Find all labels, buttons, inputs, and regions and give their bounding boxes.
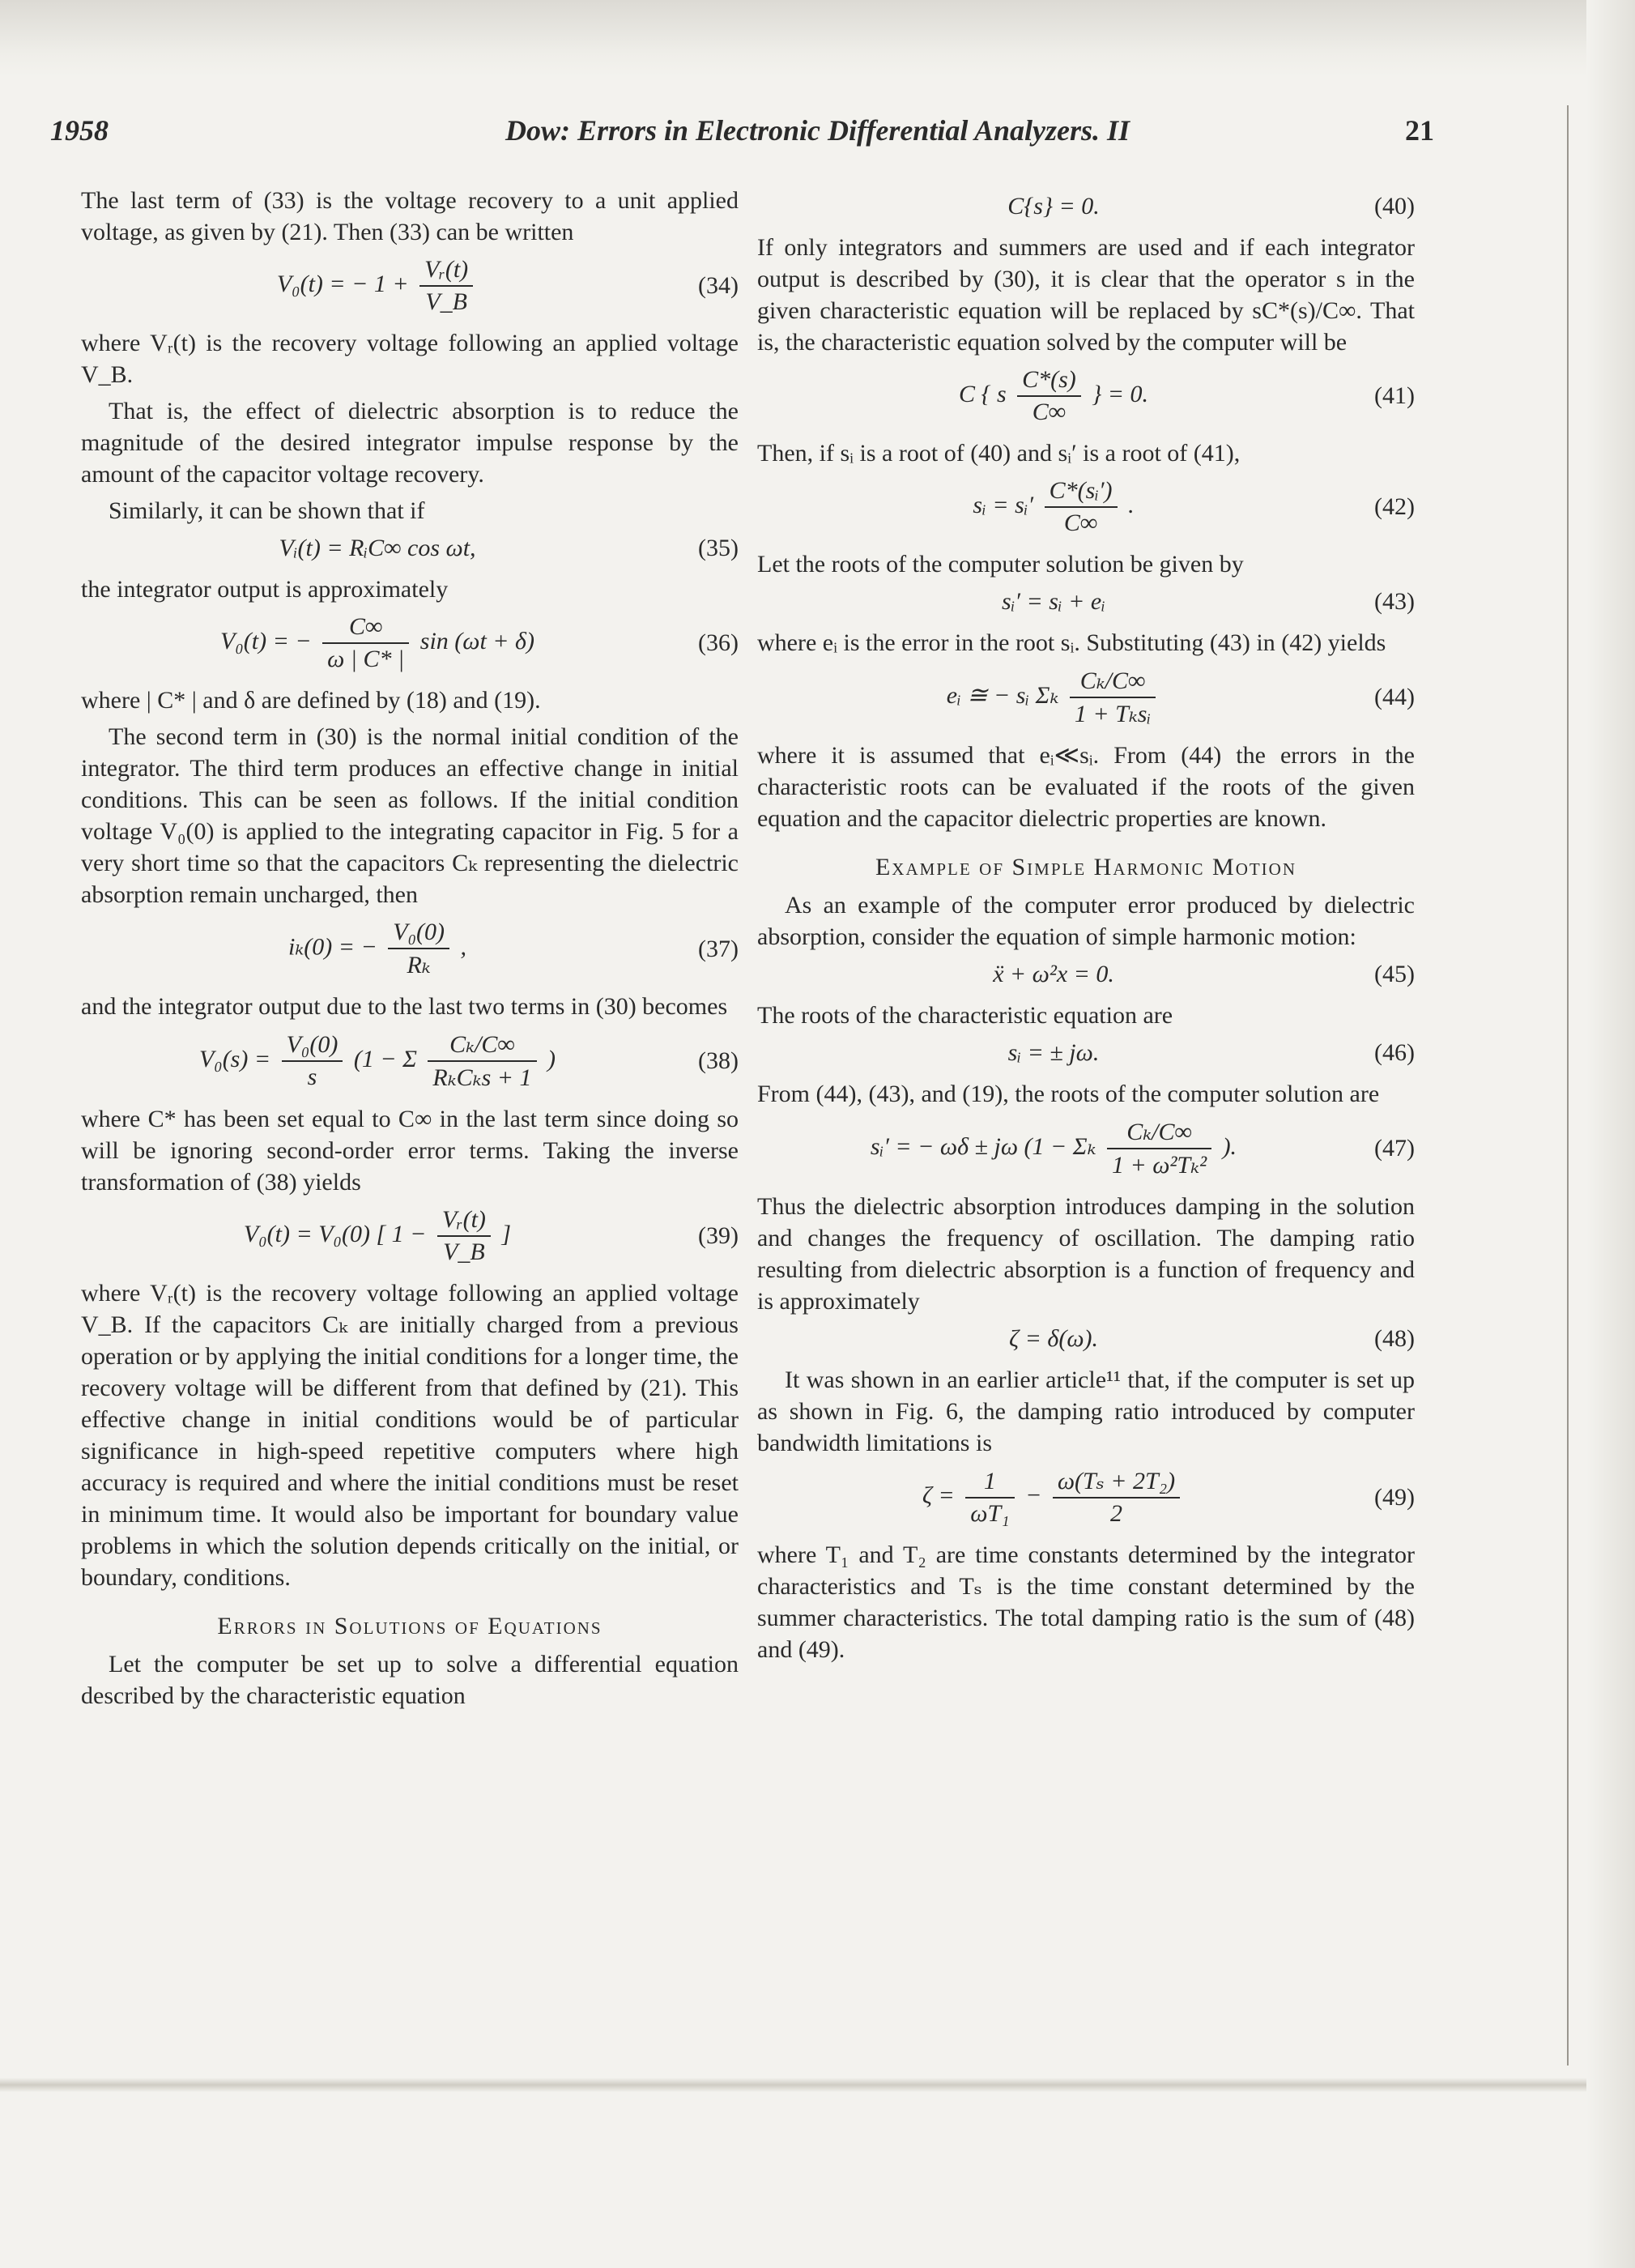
equation-47: sᵢ′ = − ωδ ± jω (1 − Σₖ $\frac{\text{Cₖ/C∞}}{\text{1 + ω²Tₖ²}}$ ). (47): [870, 1119, 1415, 1179]
paragraph: Thus the dielectric absorption introduces damping in the solution and changes the frequency of oscillation. The damping ratio resulting from dielectric absorption is a function of frequency and is approximately: [757, 1193, 1415, 1315]
equation-36: V₀(t) = − $\frac{C\infty}{\omega | C* |}$ sin (ωt + δ) (36): [220, 613, 739, 672]
scan-shadow-bottom: [0, 2078, 1635, 2092]
equation-number: (43): [1374, 588, 1415, 615]
paragraph: It was shown in an earlier article¹¹ that, if the computer is set up as shown in Fig. 6, the damping ratio introduced by computer bandwidth limitations is: [757, 1366, 1415, 1456]
paragraph: If only integrators and summers are used and if each integrator output is described by (30), it is clear that the operator s in the given characteristic equation will be replaced by sC*(s)/C∞. That is, the characteristic equation solved by the computer will be: [757, 234, 1415, 356]
equation-38: V₀(s) = $\frac{\text{V₀(0)}}{s}$ (1 − Σ $\frac{\text{Cₖ/C∞}}{\text{RₖCₖs + 1}}$ ) (38): [198, 1031, 739, 1091]
running-header: [0, 113, 1635, 162]
equation-number: (42): [1374, 493, 1415, 520]
page-number: 21: [1405, 114, 1434, 147]
right-column: [757, 185, 1415, 1670]
equation-43: sᵢ′ = sᵢ + eᵢ (43): [1002, 588, 1415, 615]
scan-shadow-top: [0, 0, 1635, 77]
paragraph: where C* has been set equal to C∞ in the last term since doing so will be ignoring second-order error terms. Taking the inverse transformation of (38) yields: [81, 1106, 739, 1196]
equation-39: V₀(t) = V₀(0) [ 1 − $\frac{\text{Vᵣ(t)}}{V\_B}$ ] (39): [243, 1206, 739, 1265]
equation-37: iₖ(0) = − $\frac{\text{V₀(0)}}{\text{Rₖ}}$ , (37): [288, 919, 739, 978]
paragraph: The second term in (30) is the normal initial condition of the integrator. The third term produces an effective change in initial conditions. This can be seen as follows. If the initial condition voltage V₀(0) is applied to the integrating capacitor in Fig. 5 for a very short time so that the capacitors Cₖ representing the dielectric absorption remain uncharged, then: [81, 723, 739, 908]
paragraph: Then, if sᵢ is a root of (40) and sᵢ′ is a root of (41),: [757, 440, 1241, 467]
equation-48: ζ = δ(ω). (48): [1009, 1325, 1415, 1352]
scan-shadow-right: [1586, 0, 1635, 2268]
paragraph: where Vᵣ(t) is the recovery voltage following an applied voltage V_B. If the capacitors Cₖ are initially charged from a previous operation or by applying the initial conditions for a longer time, the recovery voltage will be different from that defined by (21). This effective change in initial conditions would be of particular significance in high-speed repetitive computers where high accuracy is required and where the initial conditions must be reset in minimum time. It would also be important for boundary value problems in which the solution depends critically on the initial, or boundary, conditions.: [81, 1280, 739, 1591]
paragraph: where T₁ and T₂ are time constants determined by the integrator characteristics and Tₛ is the time constant determined by the summer characteristics. The total damping ratio is the sum of (48) and (49).: [757, 1541, 1415, 1663]
equation-45: ẍ + ω²x = 0. (45): [993, 961, 1415, 987]
section-heading: Example of Simple Harmonic Motion: [875, 854, 1297, 880]
margin-rule: [1567, 105, 1569, 2066]
equation-number: (47): [1374, 1135, 1415, 1162]
section-heading: Errors in Solutions of Equations: [217, 1613, 602, 1639]
equation-number: (48): [1374, 1325, 1415, 1352]
equation-number: (39): [698, 1222, 739, 1249]
paragraph: The last term of (33) is the voltage recovery to a unit applied voltage, as given by (21). Then (33) can be written: [81, 187, 739, 245]
paragraph: That is, the effect of dielectric absorption is to reduce the magnitude of the desired integrator impulse response by the amount of the capacitor voltage recovery.: [81, 398, 739, 488]
equation-40: C{s} = 0. (40): [1007, 193, 1415, 220]
equation-49: ζ = $\frac{1}{\text{ωT₁}}$ − $\frac{\text{ω(Tₛ + 2T₂)}}{2}$ (49): [922, 1467, 1415, 1527]
paragraph: and the integrator output due to the last two terms in (30) becomes: [81, 993, 728, 1020]
equation-number: (34): [698, 272, 739, 299]
equation-35: Vᵢ(t) = RᵢC∞ cos ωt, (35): [279, 535, 739, 561]
equation-number: (46): [1374, 1039, 1415, 1066]
paragraph: The roots of the characteristic equation are: [757, 1002, 1173, 1029]
paragraph: where eᵢ is the error in the root sᵢ. Substituting (43) in (42) yields: [757, 629, 1386, 656]
equation-number: (36): [698, 629, 739, 656]
equation-number: (45): [1374, 961, 1415, 987]
equation-number: (44): [1374, 684, 1415, 710]
equation-number: (38): [698, 1047, 739, 1074]
paragraph: Let the roots of the computer solution be given by: [757, 551, 1244, 578]
header-title: Dow: Errors in Electronic Differential Analyzers. II: [505, 114, 1130, 147]
paragraph: the integrator output is approximately: [81, 576, 449, 603]
equation-44: eᵢ ≅ − sᵢ Σₖ $\frac{\text{Cₖ/C∞}}{\text{1 + Tₖsᵢ}}$ (44): [946, 667, 1415, 727]
paragraph: Similarly, it can be shown that if: [109, 497, 425, 524]
paragraph: where it is assumed that eᵢ≪sᵢ. From (44) the errors in the characteristic roots can be evaluated if the roots of the given equation and the capacitor dielectric properties are known.: [757, 742, 1415, 832]
equation-number: (40): [1374, 193, 1415, 220]
equation-34: V₀(t) = − 1 + $\frac{\text{Vᵣ(t)}}{V\_B}$ (34): [276, 256, 739, 315]
equation-46: sᵢ = ± jω. (46): [1007, 1039, 1415, 1066]
paragraph: Let the computer be set up to solve a differential equation described by the characteristic equation: [81, 1651, 739, 1709]
left-column: [81, 185, 739, 1716]
paragraph: From (44), (43), and (19), the roots of the computer solution are: [757, 1081, 1380, 1107]
paragraph: where Vᵣ(t) is the recovery voltage following an applied voltage V_B.: [81, 330, 739, 388]
equation-42: sᵢ = sᵢ′ $\frac{\text{C*(sᵢ′)}}{C\infty}$ . (42): [973, 477, 1415, 536]
equation-number: (49): [1374, 1483, 1415, 1511]
header-year: 1958: [50, 114, 109, 147]
paragraph: where | C* | and δ are defined by (18) and (19).: [81, 687, 541, 714]
equation-number: (41): [1374, 382, 1415, 409]
equation-41: C { s $\frac{C*(s)}{C\infty}$ } = 0. (41): [958, 366, 1415, 425]
equation-number: (35): [698, 535, 739, 561]
paragraph: As an example of the computer error produced by dielectric absorption, consider the equation of simple harmonic motion:: [757, 892, 1415, 950]
equation-number: (37): [698, 935, 739, 962]
